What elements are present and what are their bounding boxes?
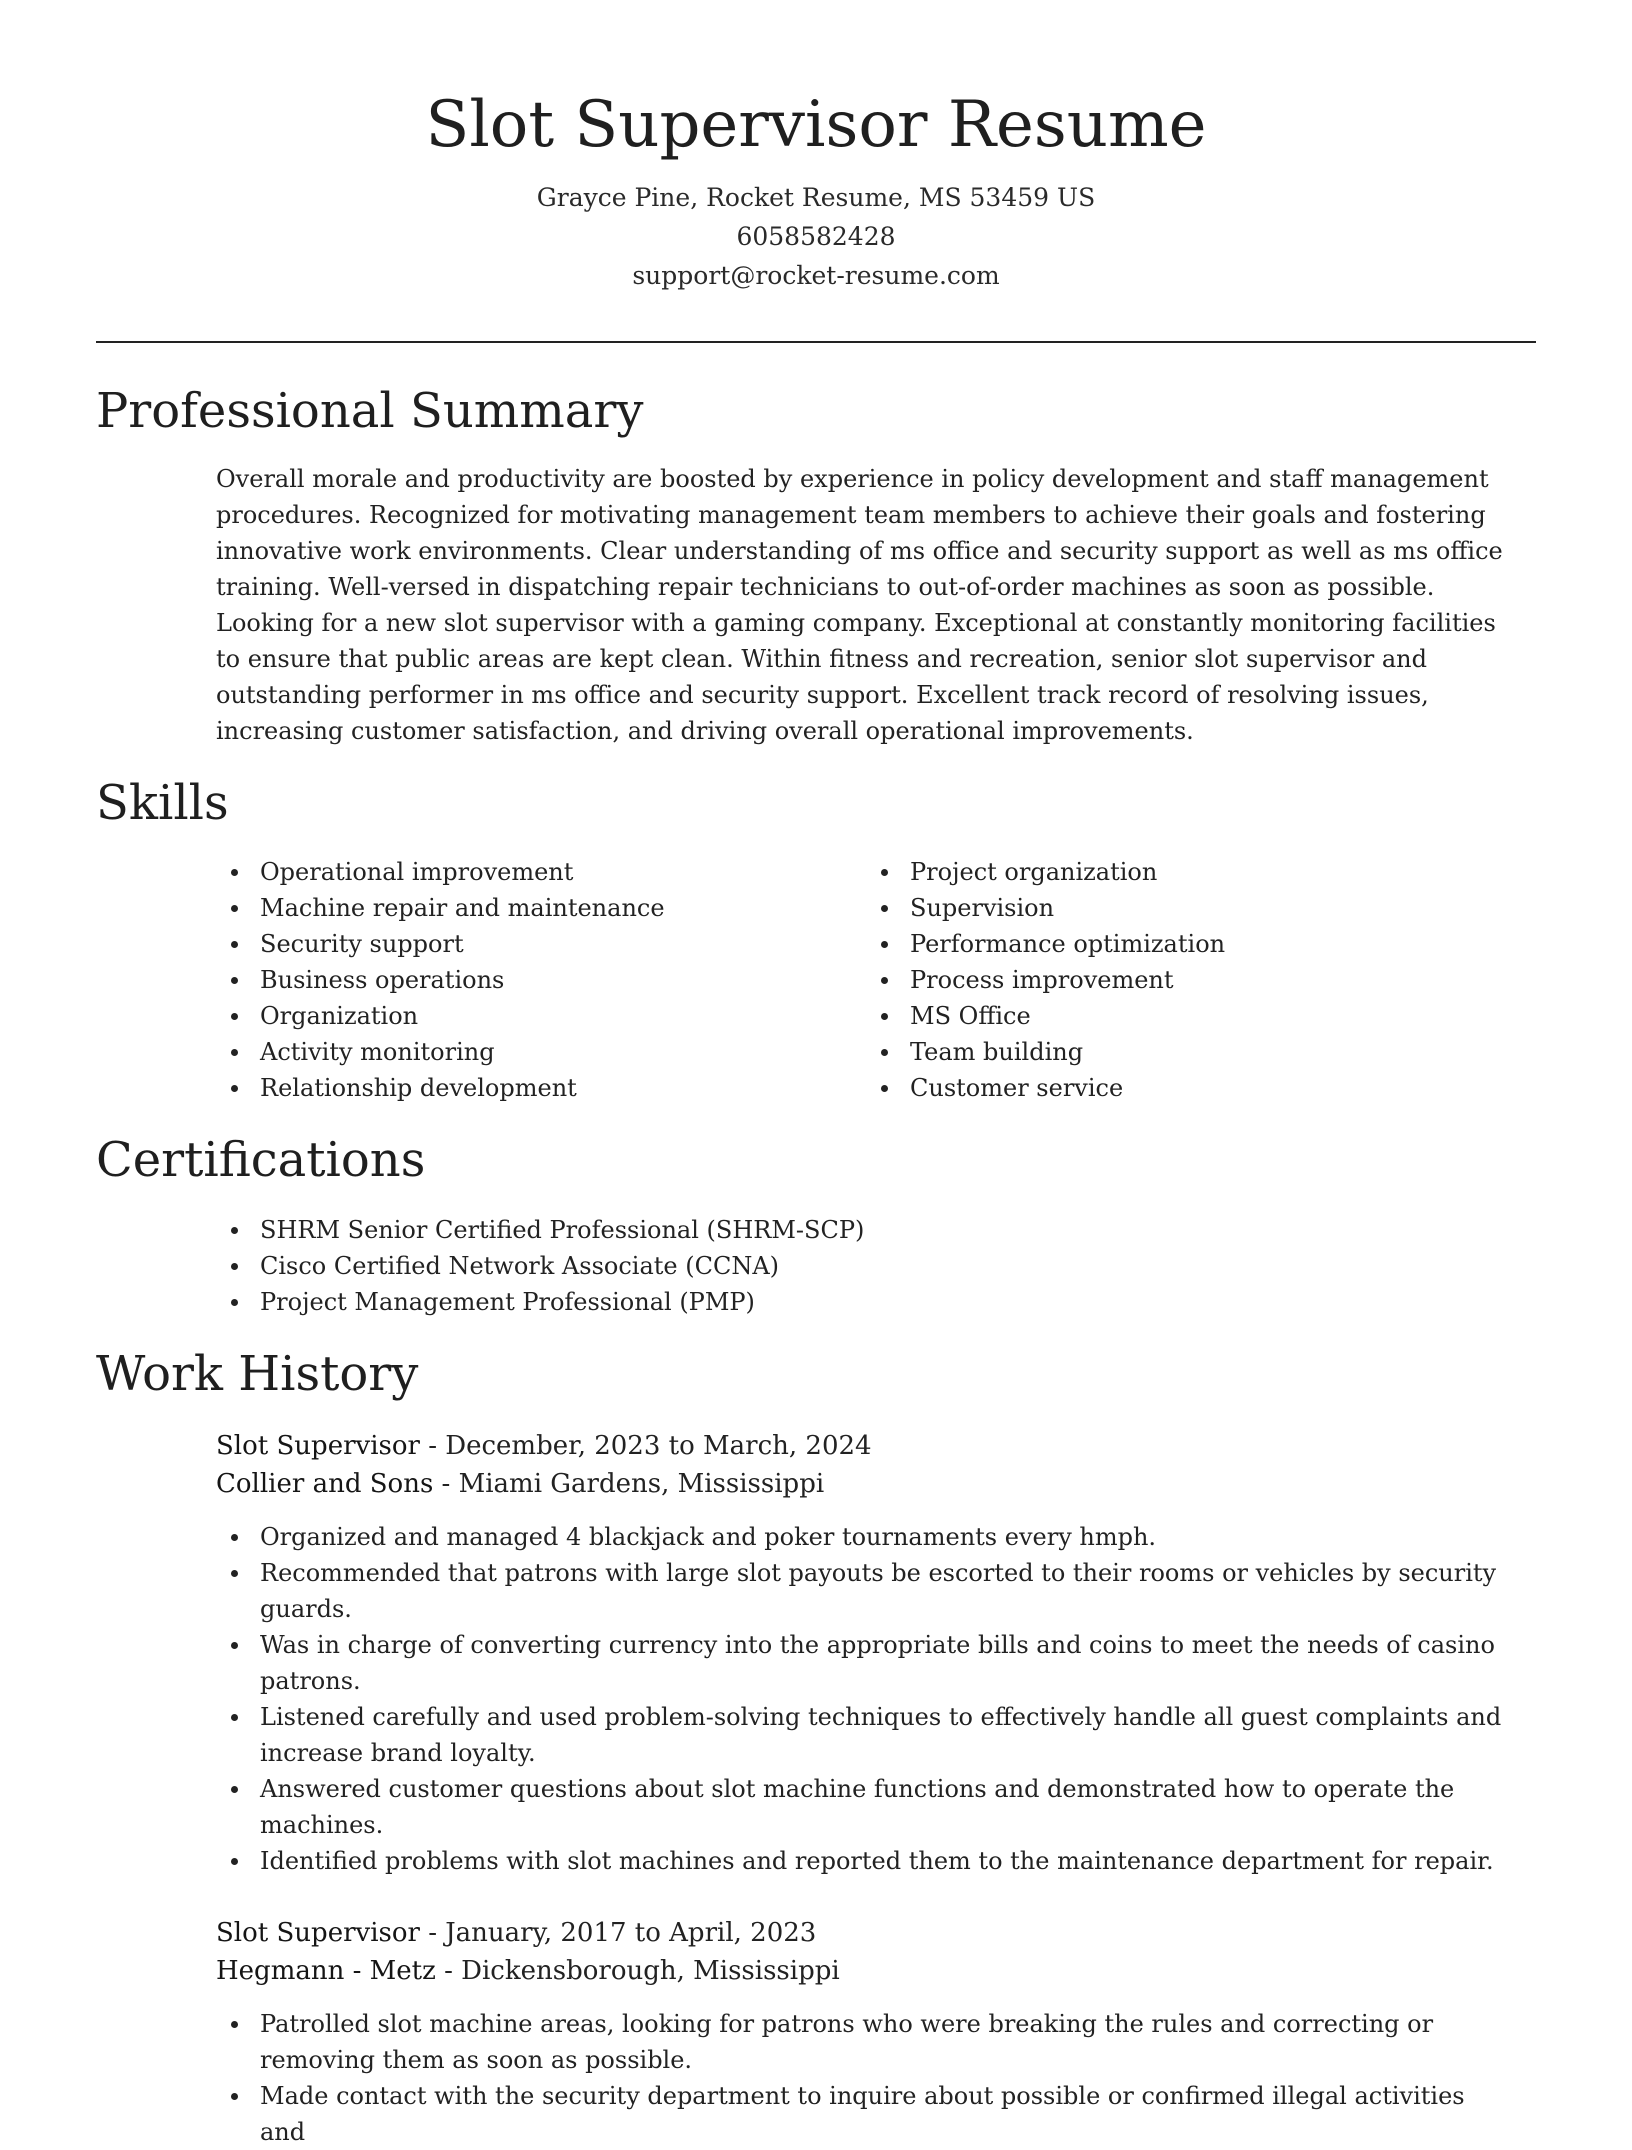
job-bullet: Identified problems with slot machines and reported them to the maintenance department for repair. (216, 1843, 1516, 1879)
job-title: Slot Supervisor (216, 1431, 420, 1461)
contact-address: Grayce Pine, Rocket Resume, MS 53459 US (536, 183, 1096, 212)
job-entry (216, 1427, 1516, 1879)
skill-item: Project organization (866, 854, 1486, 890)
skill-item: Process improvement (866, 962, 1486, 998)
job-title: Slot Supervisor (216, 1918, 420, 1948)
contact-block (0, 178, 1632, 295)
job-title-line (216, 1427, 1516, 1465)
job-bullet: Was in charge of converting currency into the appropriate bills and coins to meet the needs of casino patrons. (216, 1627, 1516, 1699)
skills-list-left (216, 854, 836, 1106)
job-company-line (216, 1952, 1516, 1990)
job-bullets (216, 2006, 1516, 2150)
job-bullet: Made contact with the security department to inquire about possible or confirmed illegal activities and (216, 2078, 1516, 2150)
job-company: Collier and Sons (216, 1469, 434, 1499)
contact-phone: 6058582428 (736, 222, 896, 251)
job-bullet: Recommended that patrons with large slot payouts be escorted to their rooms or vehicles by security guards. (216, 1555, 1516, 1627)
job-dates: - December, 2023 to March, 2024 (419, 1431, 872, 1461)
contact-email: support@rocket-resume.com (632, 261, 1000, 290)
header-divider (96, 341, 1536, 343)
skill-item: Performance optimization (866, 926, 1486, 962)
skill-item: Security support (216, 926, 836, 962)
job-bullet: Organized and managed 4 blackjack and poker tournaments every hmph. (216, 1519, 1516, 1555)
job-dates: - January, 2017 to April, 2023 (419, 1918, 817, 1948)
resume-header (0, 0, 1632, 295)
job-bullet: Answered customer questions about slot machine functions and demonstrated how to operate the machines. (216, 1771, 1516, 1843)
job-location: - Miami Gardens, Mississippi (433, 1469, 825, 1499)
skill-item: Operational improvement (216, 854, 836, 890)
job-entry (216, 1914, 1516, 2150)
skill-item: Machine repair and maintenance (216, 890, 836, 926)
job-company-line (216, 1465, 1516, 1503)
certification-item: SHRM Senior Certified Professional (SHRM-SCP) (216, 1212, 1516, 1248)
skill-item: Team building (866, 1034, 1486, 1070)
job-title-line (216, 1914, 1516, 1952)
skill-item: Organization (216, 998, 836, 1034)
page-title: Slot Supervisor Resume (425, 88, 1207, 162)
skill-item: Business operations (216, 962, 836, 998)
skill-item: Relationship development (216, 1070, 836, 1106)
skill-item: Supervision (866, 890, 1486, 926)
skill-item: Customer service (866, 1070, 1486, 1106)
job-bullet: Listened carefully and used problem-solving techniques to effectively handle all guest complaints and increase brand loyalty. (216, 1699, 1516, 1771)
job-bullet: Patrolled slot machine areas, looking for patrons who were breaking the rules and correcting or removing them as soon as possible. (216, 2006, 1516, 2078)
skill-item: MS Office (866, 998, 1486, 1034)
certification-item: Cisco Certified Network Associate (CCNA) (216, 1248, 1516, 1284)
certifications-heading: Certifications (96, 1132, 426, 1188)
certification-item: Project Management Professional (PMP) (216, 1284, 1516, 1320)
job-location: - Dickensborough, Mississippi (435, 1956, 840, 1986)
summary-text: Overall morale and productivity are boosted by experience in policy development and staff management procedures. Recognized for motivating management team members to achieve their goals and fostering innovative work environments. Clear understanding of ms office and security support as well as ms office training. Well-versed in dispatching repair technicians to out-of-order machines as soon as possible. Looking for a new slot supervisor with a gaming company. Exceptional at constantly monitoring facilities to ensure that public areas are kept clean. Within fitness and recreation, senior slot supervisor and outstanding performer in ms office and security support. Excellent track record of resolving issues, increasing customer satisfaction, and driving overall operational improvements. (216, 465, 1503, 745)
job-company: Hegmann - Metz (216, 1956, 436, 1986)
skills-heading: Skills (96, 775, 229, 831)
certifications-list (216, 1212, 1516, 1320)
job-bullets (216, 1519, 1516, 1879)
work-history-heading: Work History (96, 1346, 419, 1402)
skills-list-right (866, 854, 1486, 1106)
skill-item: Activity monitoring (216, 1034, 836, 1070)
summary-heading: Professional Summary (96, 383, 644, 439)
